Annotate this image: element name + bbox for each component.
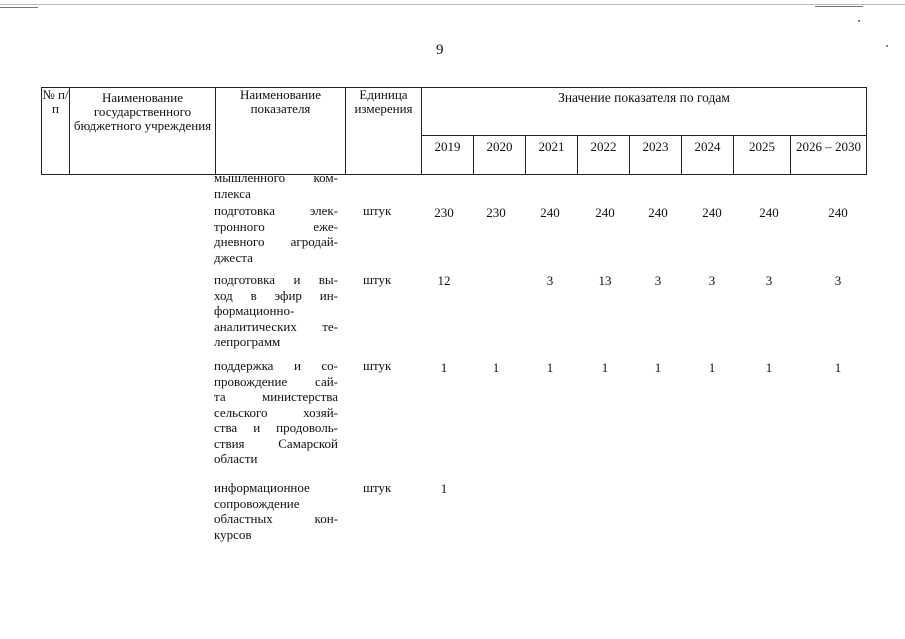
indicator-line: ход в эфир ин- bbox=[214, 287, 338, 303]
indicator-line: та министерства bbox=[214, 389, 338, 404]
indicator-line: формационно- bbox=[214, 303, 295, 318]
value-cell: 1 bbox=[654, 360, 662, 375]
indicator-line: ствия Самарской bbox=[214, 435, 338, 451]
value-cell: 230 bbox=[486, 205, 506, 220]
indicator-line: области bbox=[214, 451, 258, 466]
value-cell: 1 bbox=[546, 360, 554, 375]
header-year: 2021 bbox=[526, 136, 578, 175]
scan-speck bbox=[858, 20, 860, 22]
header-year-range: 2026 – 2030 bbox=[791, 136, 867, 175]
unit-cell: штук bbox=[363, 272, 392, 287]
value-cell: 240 bbox=[648, 205, 668, 220]
indicator-line: мышленного ком- bbox=[214, 170, 338, 185]
header-values-by-year: Значение показателя по годам bbox=[422, 88, 867, 136]
scan-top-border bbox=[0, 4, 905, 5]
value-cell: 1 bbox=[834, 360, 842, 375]
indicator-line: областных кон- bbox=[214, 511, 338, 526]
header-institution: Наименование государственного бюджетного учреждения bbox=[70, 88, 216, 175]
indicator-line: плекса bbox=[214, 185, 251, 201]
indicator-line: подготовка и вы- bbox=[214, 272, 338, 287]
indicator-cell bbox=[214, 203, 338, 265]
indicator-line: джеста bbox=[214, 249, 253, 265]
header-year: 2022 bbox=[578, 136, 630, 175]
value-cell: 12 bbox=[437, 273, 451, 288]
scan-speck bbox=[886, 45, 888, 47]
value-cell: 3 bbox=[708, 273, 716, 288]
header-year: 2019 bbox=[422, 136, 474, 175]
value-cell: 3 bbox=[546, 273, 554, 288]
indicator-cell bbox=[214, 358, 338, 467]
indicator-cell bbox=[214, 170, 338, 201]
page-number: 9 bbox=[436, 42, 444, 58]
header-year: 2023 bbox=[630, 136, 682, 175]
scan-edge-line bbox=[0, 7, 38, 8]
value-cell: 230 bbox=[434, 205, 454, 220]
indicator-table-header bbox=[41, 87, 867, 175]
unit-cell: штук bbox=[363, 480, 392, 495]
header-year: 2024 bbox=[682, 136, 734, 175]
value-cell: 3 bbox=[834, 273, 842, 288]
header-unit: Единица измерения bbox=[346, 88, 422, 175]
indicator-line: лепрограмм bbox=[214, 334, 281, 349]
indicator-line: курсов bbox=[214, 526, 252, 542]
value-cell: 1 bbox=[708, 360, 716, 375]
value-cell: 240 bbox=[540, 205, 560, 220]
value-cell: 240 bbox=[595, 205, 615, 220]
indicator-line: сопровождение bbox=[214, 495, 300, 511]
value-cell: 3 bbox=[765, 273, 773, 288]
header-year: 2020 bbox=[474, 136, 526, 175]
value-cell: 13 bbox=[598, 273, 612, 288]
indicator-line: провождение сай- bbox=[214, 373, 338, 389]
unit-cell: штук bbox=[363, 358, 392, 373]
unit-cell: штук bbox=[363, 203, 392, 218]
value-cell: 1 bbox=[492, 360, 500, 375]
indicator-cell bbox=[214, 480, 338, 542]
indicator-line: аналитических те- bbox=[214, 318, 338, 334]
indicator-line: тронного еже- bbox=[214, 218, 338, 234]
header-no: № п/п bbox=[42, 88, 70, 175]
value-cell: 240 bbox=[759, 205, 779, 220]
value-cell: 240 bbox=[702, 205, 722, 220]
indicator-line: подготовка элек- bbox=[214, 203, 338, 218]
indicator-line: информационное bbox=[214, 480, 310, 495]
value-cell: 1 bbox=[765, 360, 773, 375]
indicator-line: сельского хозяй- bbox=[214, 404, 338, 420]
header-year: 2025 bbox=[734, 136, 791, 175]
value-cell: 1 bbox=[601, 360, 609, 375]
value-cell: 240 bbox=[828, 205, 848, 220]
scan-edge-line bbox=[815, 6, 863, 7]
indicator-line: поддержка и со- bbox=[214, 358, 338, 373]
indicator-line: дневного агродай- bbox=[214, 234, 338, 249]
value-cell: 3 bbox=[654, 273, 662, 288]
value-cell: 1 bbox=[440, 360, 448, 375]
indicator-line: ства и продоволь- bbox=[214, 420, 338, 435]
value-cell: 1 bbox=[440, 481, 448, 496]
header-indicator: Наименование показателя bbox=[216, 88, 346, 175]
indicator-cell bbox=[214, 272, 338, 350]
